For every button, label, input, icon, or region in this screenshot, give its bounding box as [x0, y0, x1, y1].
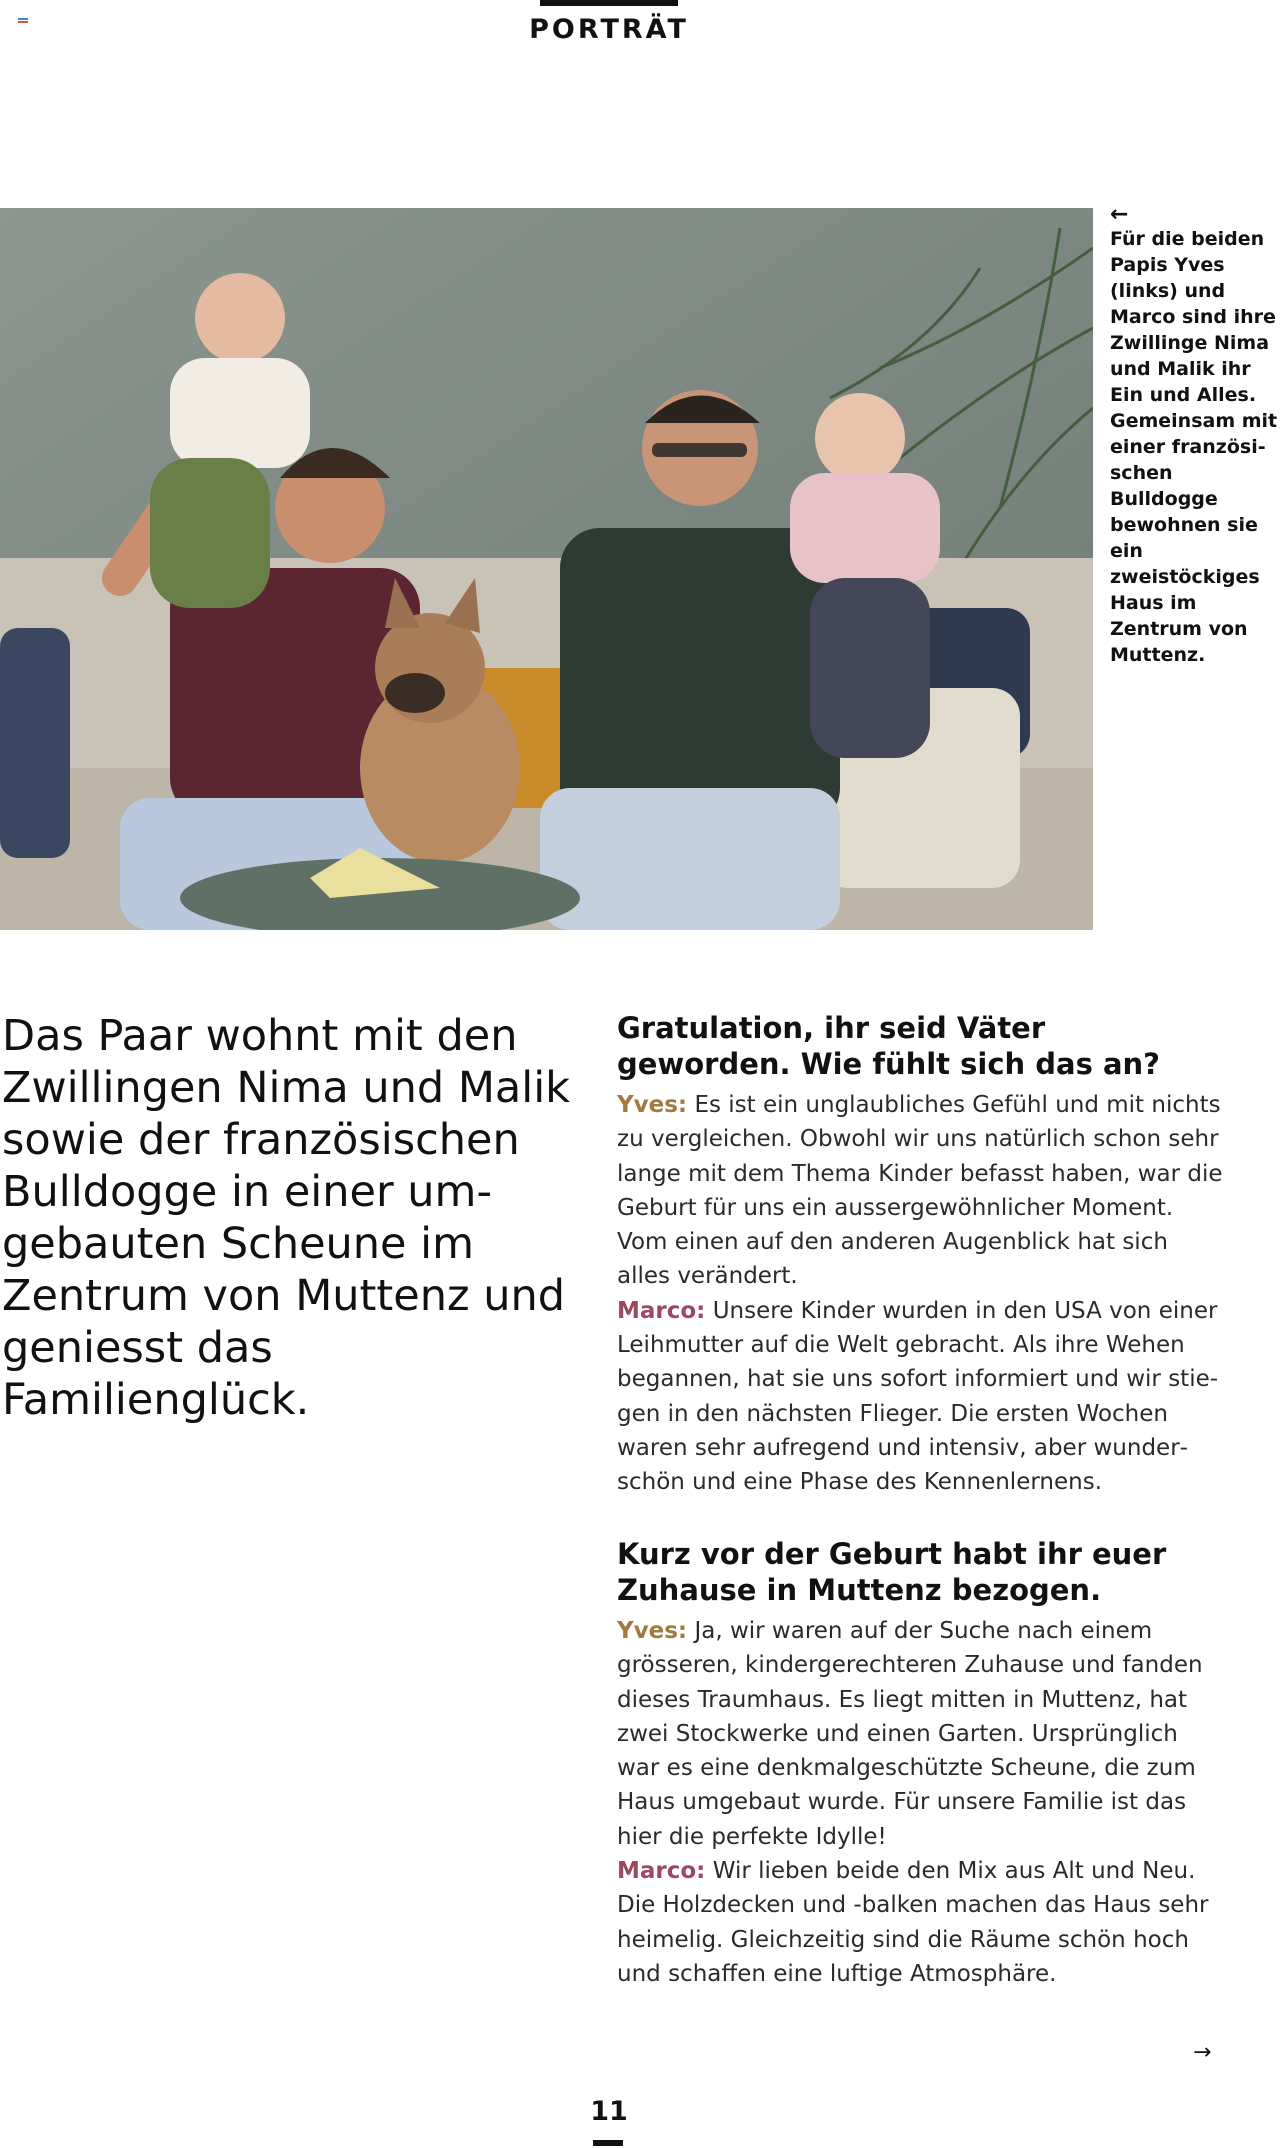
interview-block-2 [617, 1536, 1227, 1991]
caption-text: Für die beiden Papis Yves (links) und Marco sind ihre Zwillinge Nima und Malik ihr Ein und Alles. Gemeinsam mit einer französischen Bulldogge bewohnen sie ein zweistöckiges Haus im Zentrum von Muttenz. [1110, 228, 1278, 666]
speaker-marco: Marco: [617, 1297, 706, 1324]
answer-3 [617, 1614, 1227, 1854]
answer-2-text: Unsere Kinder wurden in den USA von einer Leihmutter auf die Welt gebracht. Als ihre Wehen begannen, hat sie uns sofort informiert und wir stiegen in den nächsten Flieger. Die ersten Wochen waren sehr aufregend und intensiv, aber wunderschön und eine Phase des Kennenlernens. [617, 1297, 1219, 1496]
lead-paragraph: Das Paar wohnt mit den Zwillingen Nima und Malik sowie der französischen Bulldogge in einer umgebauten Scheune im Zentrum von Muttenz und geniesst das Familienglück. [2, 1011, 571, 1425]
answer-3-text: Ja, wir waren auf der Suche nach einem grösseren, kindergerechteren Zuhause und fanden dieses Traumhaus. Es liegt mitten in Muttenz, hat zwei Stockwerke und einen Garten. Ursprünglich war es eine denkmalgeschützte Scheune, die zum Haus umgebaut wurde. Für unsere Familie ist das hier die perfekte Idylle! [617, 1618, 1203, 1850]
answer-2 [617, 1294, 1227, 1500]
header-bar [540, 0, 678, 6]
question-2: Kurz vor der Geburt habt ihr euer Zuhause in Muttenz bezogen. [617, 1537, 1167, 1607]
speaker-marco: Marco: [617, 1858, 706, 1885]
cushion-navy-left [0, 628, 70, 858]
section-label: PORTRÄT [529, 14, 689, 45]
answer-1-text: Es ist ein unglaubliches Gefühl und mit nichts zu vergleichen. Obwohl wir uns natürlich schon sehr lange mit dem Thema Kinder befasst haben, war die Geburt für uns ein aussergewöhnlicher Moment. Vom einen auf den anderen Augenblick hat sich alles verändert. [617, 1092, 1223, 1290]
corner-mark [18, 18, 28, 24]
next-page-arrow-icon[interactable]: → [1193, 2040, 1212, 2065]
answer-4 [617, 1854, 1227, 1991]
speaker-yves: Yves: [617, 1092, 688, 1118]
speaker-yves: Yves: [617, 1618, 688, 1644]
caption-arrow-left-icon: ← [1110, 202, 1129, 227]
page-number-bar [593, 2140, 623, 2146]
photo-caption [1110, 204, 1280, 668]
answer-4-text: Wir lieben beide den Mix aus Alt und Neu. Die Holzdecken und -balken machen das Haus sehr heimelig. Gleichzeitig sind die Räume schön hoch und schaffen eine luftige Atmosphäre. [617, 1858, 1209, 1987]
page-number: 11 [590, 2096, 628, 2127]
family-photo [0, 208, 1093, 930]
interview-block-1 [617, 1010, 1227, 1500]
question-1: Gratulation, ihr seid Väter geworden. Wie fühlt sich das an? [617, 1011, 1160, 1081]
answer-1 [617, 1088, 1227, 1294]
